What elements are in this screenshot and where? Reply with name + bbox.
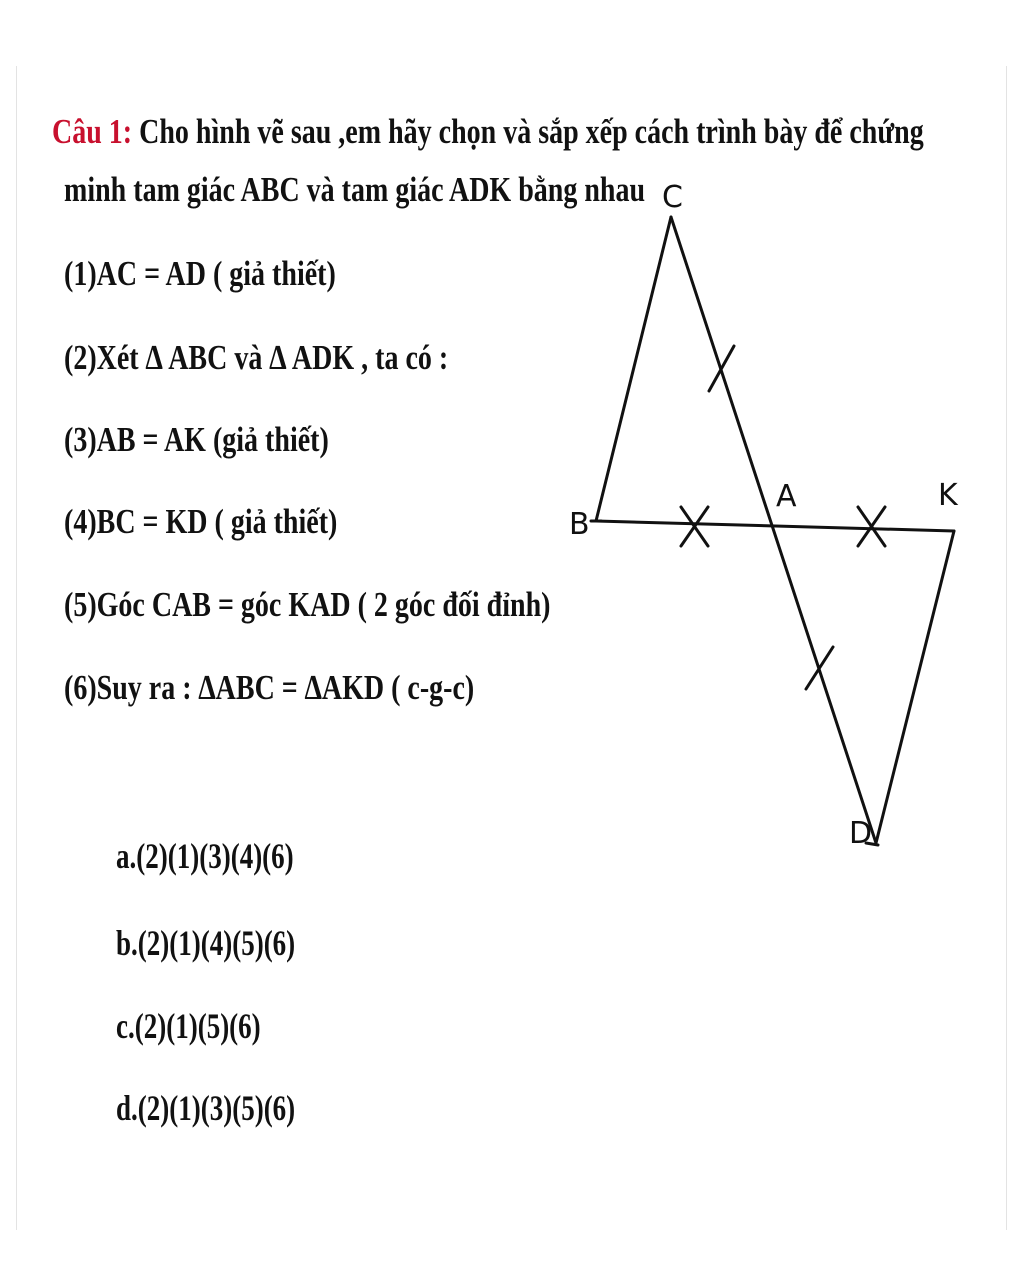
question-prompt-line2: minh tam giác ABC và tam giác ADK bằng nhau <box>64 170 646 209</box>
proof-step-2: (2)Xét ∆ ABC và ∆ ADK , ta có : <box>64 338 449 377</box>
point-label-b: B <box>569 507 590 542</box>
tick-mark-ac <box>709 346 734 391</box>
point-label-d: D <box>849 816 873 851</box>
point-label-a: A <box>776 479 797 514</box>
proof-step-1: (1)AC = AD ( giả thiết) <box>64 254 336 293</box>
point-label-k: K <box>938 478 958 513</box>
question-label: Câu 1: <box>52 112 133 151</box>
answer-option-a[interactable]: a.(2)(1)(3)(4)(6) <box>116 836 294 876</box>
proof-step-3: (3)AB = AK (giả thiết) <box>64 420 329 459</box>
answer-option-b[interactable]: b.(2)(1)(4)(5)(6) <box>116 923 296 963</box>
question-prompt-line1: Cho hình vẽ sau ,em hãy chọn và sắp xếp cách trình bày để chứng <box>139 112 924 151</box>
tick-mark-ad <box>806 647 833 689</box>
answer-option-d[interactable]: d.(2)(1)(3)(5)(6) <box>116 1088 296 1128</box>
segment-cd <box>671 217 876 843</box>
proof-step-5: (5)Góc CAB = góc KAD ( 2 góc đối đỉnh) <box>64 585 551 624</box>
proof-step-4: (4)BC = KD ( giả thiết) <box>64 502 338 541</box>
segment-kd <box>876 531 954 843</box>
segment-cb <box>596 217 671 521</box>
answer-option-c[interactable]: c.(2)(1)(5)(6) <box>116 1006 261 1046</box>
proof-step-6: (6)Suy ra : ∆ABC = ∆AKD ( c-g-c) <box>64 668 475 707</box>
segment-bk <box>596 521 954 531</box>
point-label-c: C <box>662 180 683 215</box>
